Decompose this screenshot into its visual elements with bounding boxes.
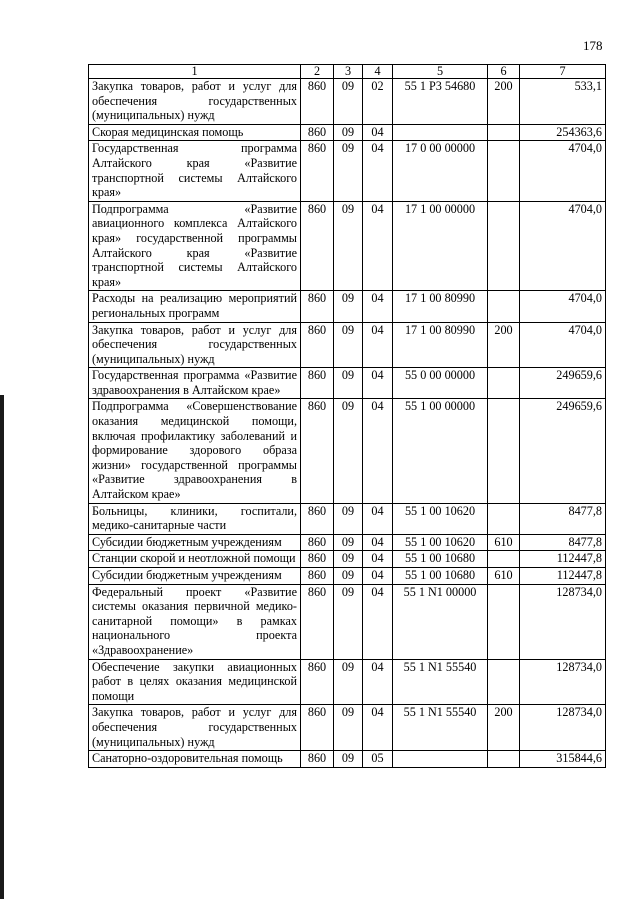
target-article-cell <box>393 751 488 768</box>
subsection-cell: 04 <box>363 368 393 399</box>
table-row <box>89 399 606 503</box>
section-cell: 09 <box>334 751 363 768</box>
row-name-cell: Субсидии бюджетным учреждениям <box>89 534 301 551</box>
row-name-cell: Закупка товаров, работ и услуг для обеспечения государственных (муниципальных) нужд <box>89 79 301 125</box>
scan-edge-shadow <box>0 395 4 899</box>
table-row <box>89 751 606 768</box>
amount-cell: 8477,8 <box>520 534 606 551</box>
section-cell: 09 <box>334 534 363 551</box>
table-row <box>89 534 606 551</box>
table-row <box>89 79 606 125</box>
amount-cell: 4704,0 <box>520 201 606 291</box>
subsection-cell: 04 <box>363 141 393 201</box>
amount-cell: 249659,6 <box>520 368 606 399</box>
section-cell: 09 <box>334 399 363 503</box>
column-header: 3 <box>334 65 363 79</box>
row-name-cell: Государственная программа Алтайского края «Развитие транспортной системы Алтайского края» <box>89 141 301 201</box>
admin-code-cell: 860 <box>301 503 334 534</box>
expense-type-cell <box>488 201 520 291</box>
admin-code-cell: 860 <box>301 534 334 551</box>
target-article-cell: 55 1 00 10680 <box>393 568 488 585</box>
expense-type-cell <box>488 368 520 399</box>
expense-type-cell: 200 <box>488 322 520 368</box>
subsection-cell: 04 <box>363 322 393 368</box>
row-name-cell: Подпрограмма «Развитие авиационного комплекса Алтайского края» государственной программы Алтайского края «Развитие транспортной системы Алтайского края» <box>89 201 301 291</box>
admin-code-cell: 860 <box>301 584 334 659</box>
target-article-cell: 55 0 00 00000 <box>393 368 488 399</box>
expense-type-cell: 610 <box>488 534 520 551</box>
subsection-cell: 04 <box>363 399 393 503</box>
target-article-cell: 55 1 00 10680 <box>393 551 488 568</box>
subsection-cell: 04 <box>363 584 393 659</box>
expense-type-cell: 200 <box>488 705 520 751</box>
admin-code-cell: 860 <box>301 79 334 125</box>
row-name-cell: Субсидии бюджетным учреждениям <box>89 568 301 585</box>
amount-cell: 4704,0 <box>520 322 606 368</box>
target-article-cell: 55 1 N1 55540 <box>393 659 488 705</box>
expense-type-cell <box>488 141 520 201</box>
admin-code-cell: 860 <box>301 659 334 705</box>
section-cell: 09 <box>334 659 363 705</box>
subsection-cell: 04 <box>363 568 393 585</box>
amount-cell: 315844,6 <box>520 751 606 768</box>
admin-code-cell: 860 <box>301 291 334 322</box>
expense-type-cell: 610 <box>488 568 520 585</box>
table-row <box>89 551 606 568</box>
amount-cell: 254363,6 <box>520 124 606 141</box>
admin-code-cell: 860 <box>301 551 334 568</box>
amount-cell: 128734,0 <box>520 659 606 705</box>
target-article-cell: 17 1 00 80990 <box>393 291 488 322</box>
table-body <box>89 79 606 768</box>
subsection-cell: 04 <box>363 705 393 751</box>
expense-type-cell <box>488 291 520 322</box>
row-name-cell: Закупка товаров, работ и услуг для обеспечения государственных (муниципальных) нужд <box>89 705 301 751</box>
row-name-cell: Подпрограмма «Совершенствование оказания медицинской помощи, включая профилактику заболеваний и формирование здорового образа жизни» государственной программы «Развитие здравоохранения в Алтайском крае» <box>89 399 301 503</box>
expense-type-cell <box>488 551 520 568</box>
target-article-cell: 55 1 00 10620 <box>393 503 488 534</box>
column-header: 7 <box>520 65 606 79</box>
section-cell: 09 <box>334 705 363 751</box>
column-header: 1 <box>89 65 301 79</box>
admin-code-cell: 860 <box>301 201 334 291</box>
section-cell: 09 <box>334 141 363 201</box>
admin-code-cell: 860 <box>301 705 334 751</box>
target-article-cell: 17 1 00 00000 <box>393 201 488 291</box>
expense-type-cell <box>488 751 520 768</box>
subsection-cell: 04 <box>363 124 393 141</box>
amount-cell: 533,1 <box>520 79 606 125</box>
subsection-cell: 04 <box>363 291 393 322</box>
expense-type-cell <box>488 659 520 705</box>
target-article-cell: 55 1 00 00000 <box>393 399 488 503</box>
subsection-cell: 04 <box>363 659 393 705</box>
expense-type-cell <box>488 399 520 503</box>
section-cell: 09 <box>334 551 363 568</box>
table-row <box>89 568 606 585</box>
table-row <box>89 291 606 322</box>
table-row <box>89 368 606 399</box>
table-row <box>89 584 606 659</box>
subsection-cell: 04 <box>363 551 393 568</box>
column-header: 5 <box>393 65 488 79</box>
column-header: 6 <box>488 65 520 79</box>
table-row <box>89 659 606 705</box>
section-cell: 09 <box>334 291 363 322</box>
section-cell: 09 <box>334 568 363 585</box>
page-number: 178 <box>583 38 603 53</box>
section-cell: 09 <box>334 368 363 399</box>
admin-code-cell: 860 <box>301 399 334 503</box>
table-row <box>89 503 606 534</box>
section-cell: 09 <box>334 124 363 141</box>
subsection-cell: 02 <box>363 79 393 125</box>
admin-code-cell: 860 <box>301 141 334 201</box>
row-name-cell: Государственная программа «Развитие здравоохранения в Алтайском крае» <box>89 368 301 399</box>
target-article-cell <box>393 124 488 141</box>
subsection-cell: 05 <box>363 751 393 768</box>
table-row <box>89 124 606 141</box>
expense-type-cell <box>488 584 520 659</box>
section-cell: 09 <box>334 503 363 534</box>
row-name-cell: Больницы, клиники, госпитали, медико-санитарные части <box>89 503 301 534</box>
table-header-row <box>89 65 606 79</box>
target-article-cell: 17 1 00 80990 <box>393 322 488 368</box>
expense-type-cell <box>488 503 520 534</box>
row-name-cell: Закупка товаров, работ и услуг для обеспечения государственных (муниципальных) нужд <box>89 322 301 368</box>
target-article-cell: 55 1 00 10620 <box>393 534 488 551</box>
amount-cell: 4704,0 <box>520 291 606 322</box>
row-name-cell: Расходы на реализацию мероприятий региональных программ <box>89 291 301 322</box>
amount-cell: 128734,0 <box>520 705 606 751</box>
admin-code-cell: 860 <box>301 368 334 399</box>
admin-code-cell: 860 <box>301 124 334 141</box>
row-name-cell: Федеральный проект «Развитие системы оказания первичной медико-санитарной помощи» в рамках национального проекта «Здравоохранение» <box>89 584 301 659</box>
row-name-cell: Санаторно-оздоровительная помощь <box>89 751 301 768</box>
amount-cell: 128734,0 <box>520 584 606 659</box>
subsection-cell: 04 <box>363 201 393 291</box>
amount-cell: 249659,6 <box>520 399 606 503</box>
row-name-cell: Скорая медицинская помощь <box>89 124 301 141</box>
section-cell: 09 <box>334 584 363 659</box>
subsection-cell: 04 <box>363 503 393 534</box>
column-header: 2 <box>301 65 334 79</box>
target-article-cell: 55 1 Р3 54680 <box>393 79 488 125</box>
section-cell: 09 <box>334 79 363 125</box>
section-cell: 09 <box>334 322 363 368</box>
amount-cell: 112447,8 <box>520 551 606 568</box>
budget-table <box>88 64 606 768</box>
admin-code-cell: 860 <box>301 751 334 768</box>
expense-type-cell <box>488 124 520 141</box>
admin-code-cell: 860 <box>301 322 334 368</box>
column-header: 4 <box>363 65 393 79</box>
amount-cell: 4704,0 <box>520 141 606 201</box>
target-article-cell: 17 0 00 00000 <box>393 141 488 201</box>
target-article-cell: 55 1 N1 00000 <box>393 584 488 659</box>
section-cell: 09 <box>334 201 363 291</box>
amount-cell: 8477,8 <box>520 503 606 534</box>
target-article-cell: 55 1 N1 55540 <box>393 705 488 751</box>
amount-cell: 112447,8 <box>520 568 606 585</box>
subsection-cell: 04 <box>363 534 393 551</box>
table-row <box>89 201 606 291</box>
table-row <box>89 322 606 368</box>
expense-type-cell: 200 <box>488 79 520 125</box>
row-name-cell: Обеспечение закупки авиационных работ в целях оказания медицинской помощи <box>89 659 301 705</box>
table-row <box>89 705 606 751</box>
row-name-cell: Станции скорой и неотложной помощи <box>89 551 301 568</box>
admin-code-cell: 860 <box>301 568 334 585</box>
table-row <box>89 141 606 201</box>
